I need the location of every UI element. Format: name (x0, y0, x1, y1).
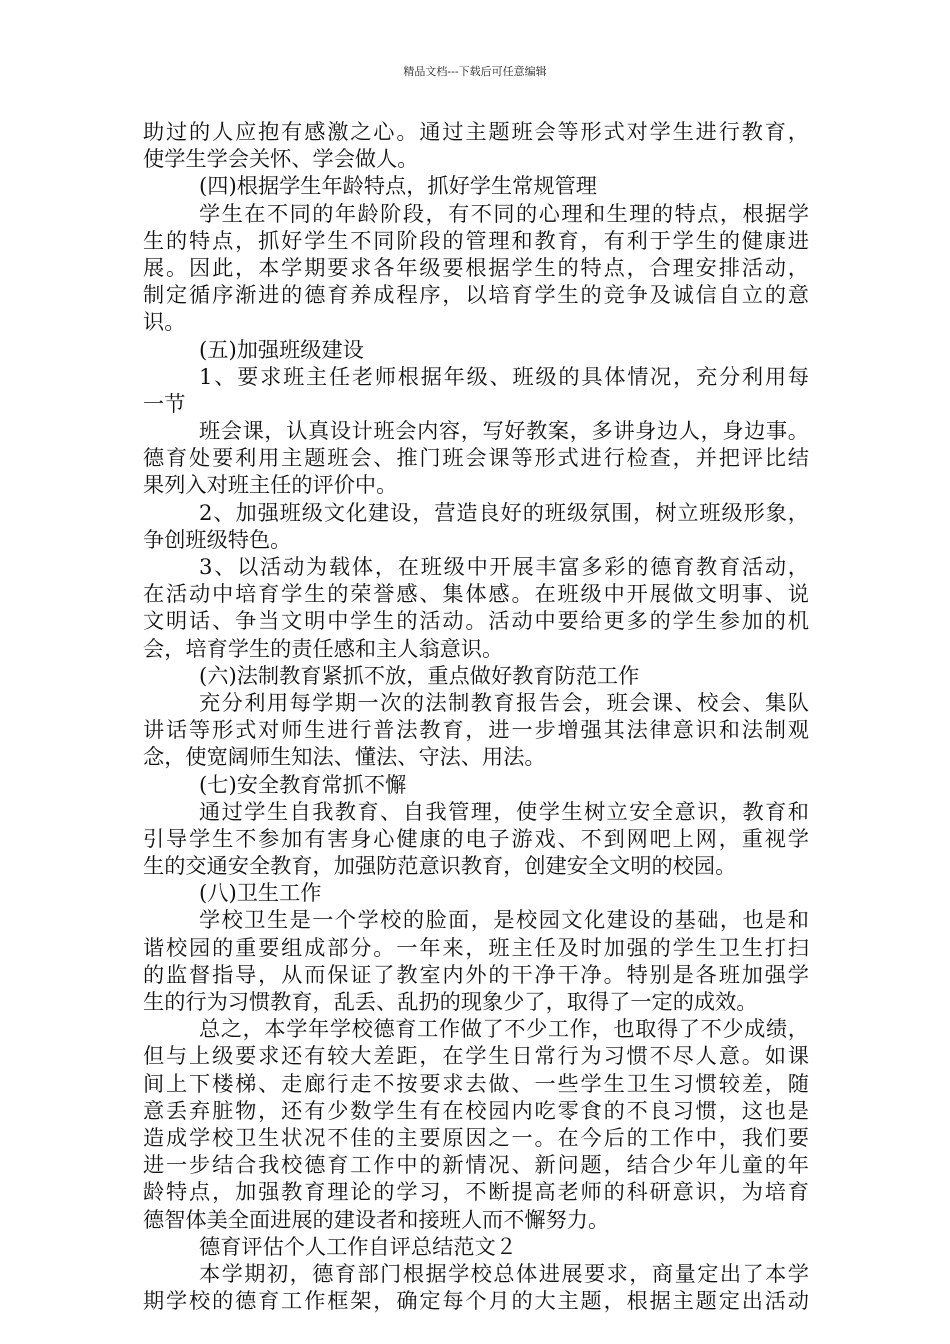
text-line: (七)安全教育常抓不懈 (199, 771, 407, 797)
text-line: 学生在不同的年龄阶段，有不同的心理和生理的特点，根据学 (199, 200, 809, 226)
text-line: 德育处要利用主题班会、推门班会课等形式进行检查，并把评比结 (143, 445, 809, 471)
text-line: 3、以活动为载体，在班级中开展丰富多彩的德育教育活动， (199, 554, 809, 579)
text-line: 会，培育学生的责任感和主人翁意识。 (143, 635, 504, 661)
text-line: 但与上级要求还有较大差距，在学生日常行为习惯不尽人意。如课 (143, 1043, 809, 1069)
text-line: 文明话、争当文明中学生的活动。活动中要给更多的学生参加的机 (143, 608, 809, 634)
text-line: 造成学校卫生状况不佳的主要原因之一。在今后的工作中，我们要 (143, 1124, 809, 1150)
page-header: 精品文档---下载后可任意编辑 (403, 65, 547, 78)
text-line: 德智体美全面进展的建设者和接班人而不懈努力。 (143, 1206, 610, 1232)
text-line: 进一步结合我校德育工作中的新情况、新问题，结合少年儿童的年 (143, 1152, 809, 1178)
text-line: 通过学生自我教育、自我管理，使学生树立安全意识，教育和 (199, 798, 809, 824)
document-body (143, 118, 809, 1314)
text-line: 间上下楼梯、走廊行走不按要求去做、一些学生卫生习惯较差，随 (143, 1070, 809, 1096)
text-line: 德育评估个人工作自评总结范文２ (199, 1233, 517, 1259)
text-line: 意丢弃脏物，还有少数学生有在校园内吃零食的不良习惯，这也是 (143, 1097, 809, 1123)
text-line: 本学期初，德育部门根据学校总体进展要求，商量定出了本学 (199, 1260, 809, 1286)
text-line: 果列入对班主任的评价中。 (143, 472, 398, 498)
text-line: 制定循序渐进的德育养成程序，以培育学生的竞争及诚信自立的意 (143, 282, 809, 308)
text-line: 讲话等形式对师生进行普法教育，进一步增强其法律意识和法制观 (143, 717, 809, 743)
text-line: 谐校园的重要组成部分。一年来，班主任及时加强的学生卫生打扫 (143, 934, 809, 960)
text-line: 总之，本学年学校德育工作做了不少工作，也取得了不少成绩， (199, 1016, 809, 1042)
text-line: 在活动中培育学生的荣誉感、集体感。在班级中开展做文明事、说 (143, 581, 809, 607)
text-line: 引导学生不参加有害身心健康的电子游戏、不到网吧上网，重视学 (143, 825, 809, 851)
text-line: 展。因此，本学期要求各年级要根据学生的特点，合理安排活动， (143, 254, 809, 280)
text-line: 识。 (143, 309, 186, 335)
text-line: 2、加强班级文化建设，营造良好的班级氛围，树立班级形象， (199, 499, 809, 525)
text-line: 念，使宽阔师生知法、懂法、守法、用法。 (143, 744, 546, 770)
text-line: 1、要求班主任老师根据年级、班级的具体情况，充分利用每 (199, 363, 809, 389)
text-line: 一节 (143, 390, 186, 416)
text-line: 班会课，认真设计班会内容，写好教案，多讲身边人，身边事。 (199, 418, 809, 444)
text-line: 龄特点，加强教育理论的学习，不断提高老师的科研意识，为培育 (143, 1179, 809, 1205)
text-line: 充分利用每学期一次的法制教育报告会，班会课、校会、集队 (199, 689, 809, 715)
text-line: (四)根据学生年龄特点，抓好学生常规管理 (199, 173, 597, 199)
text-line: 期学校的德育工作框架，确定每个月的大主题，根据主题定出活动 (143, 1288, 809, 1314)
text-line: 生的特点，抓好学生不同阶段的管理和教育，有利于学生的健康进 (143, 227, 809, 253)
text-line: 争创班级特色。 (143, 526, 292, 552)
text-line: 生的交通安全教育，加强防范意识教育，创建安全文明的校园。 (143, 853, 737, 879)
text-line: 学校卫生是一个学校的脸面，是校园文化建设的基础，也是和 (199, 907, 809, 933)
text-line: (五)加强班级建设 (199, 336, 364, 362)
text-line: 使学生学会关怀、学会做人。 (143, 146, 419, 172)
text-line: (八)卫生工作 (199, 880, 322, 906)
text-line: 助过的人应抱有感激之心。通过主题班会等形式对学生进行教育， (143, 119, 809, 144)
text-line: (六)法制教育紧抓不放，重点做好教育防范工作 (199, 662, 640, 688)
text-line: 生的行为习惯教育，乱丢、乱扔的现象少了，取得了一定的成效。 (143, 989, 758, 1014)
text-line: 的监督指导，从而保证了教室内外的干净干净。特别是各班加强学 (143, 961, 809, 987)
